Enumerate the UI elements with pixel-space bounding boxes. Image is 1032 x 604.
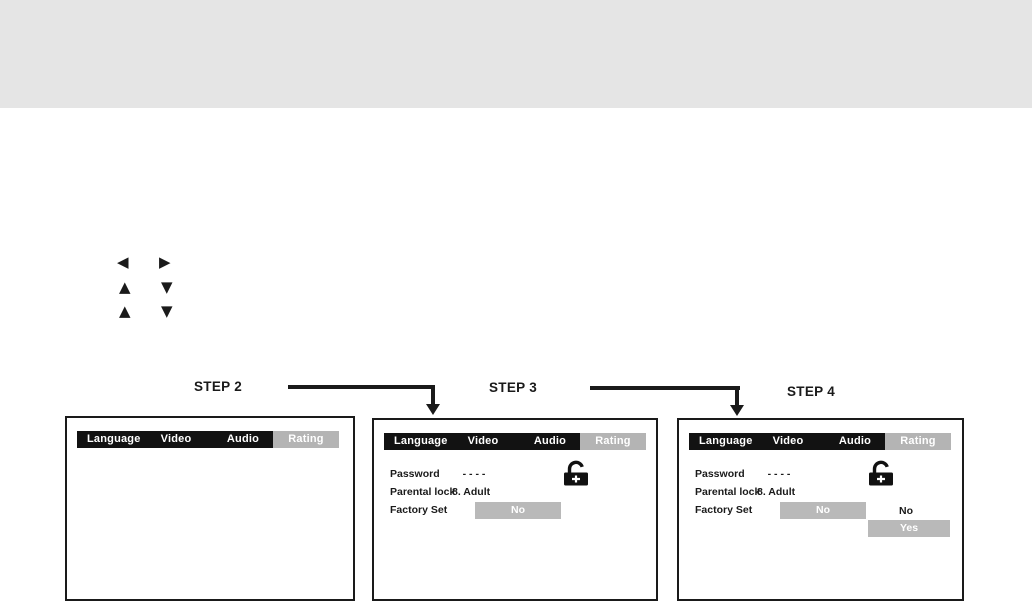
down-arrowhead-icon — [426, 404, 440, 415]
tab-audio[interactable]: Audio — [533, 435, 567, 447]
right-arrow-key-icon: ▶ — [159, 253, 171, 271]
osd-menubar — [689, 433, 951, 450]
connector-line — [735, 386, 739, 407]
up-arrow-key-icon: ▲ — [119, 278, 131, 296]
step2-osd-screen — [65, 416, 355, 601]
connector-line — [590, 386, 740, 390]
down-arrow-key-icon: ▼ — [161, 278, 173, 296]
parental-lock-value: 8. Adult — [757, 486, 796, 498]
parental-lock-value: 8. Adult — [452, 486, 491, 498]
step4-osd-screen — [677, 418, 964, 601]
step-3-label: STEP 3 — [489, 380, 538, 395]
connector-line — [288, 385, 435, 389]
factory-set-value-box[interactable]: No — [780, 502, 866, 519]
tab-audio[interactable]: Audio — [838, 435, 872, 447]
step-2-label: STEP 2 — [194, 379, 243, 394]
parental-lock-label: Parental lock — [390, 486, 456, 498]
unlocked-padlock-icon — [561, 460, 591, 487]
password-label: Password — [390, 468, 440, 480]
tab-video[interactable]: Video — [772, 435, 804, 447]
confirm-option-yes-box[interactable]: Yes — [868, 520, 950, 537]
tab-audio[interactable]: Audio — [226, 433, 260, 445]
tab-rating-active[interactable]: Rating — [580, 433, 646, 450]
step3-osd-screen — [372, 418, 658, 601]
tab-rating-active[interactable]: Rating — [885, 433, 951, 450]
step-4-label: STEP 4 — [787, 384, 836, 399]
password-value: - - - - — [462, 468, 486, 480]
tab-language[interactable]: Language — [394, 435, 448, 447]
password-value: - - - - — [767, 468, 791, 480]
down-arrowhead-icon — [730, 405, 744, 416]
password-label: Password — [695, 468, 745, 480]
factory-set-value-box[interactable]: No — [475, 502, 561, 519]
tab-language[interactable]: Language — [699, 435, 753, 447]
parental-lock-label: Parental lock — [695, 486, 761, 498]
connector-line — [431, 385, 435, 406]
osd-menubar — [384, 433, 646, 450]
factory-set-label: Factory Set — [695, 504, 753, 516]
osd-menubar — [77, 431, 339, 448]
tab-rating-active[interactable]: Rating — [273, 431, 339, 448]
tab-video[interactable]: Video — [467, 435, 499, 447]
up-arrow-key-icon: ▲ — [119, 302, 131, 320]
tab-language[interactable]: Language — [87, 433, 141, 445]
tab-video[interactable]: Video — [160, 433, 192, 445]
page-top-banner — [0, 0, 1032, 108]
left-arrow-key-icon: ◀ — [117, 253, 129, 271]
factory-set-label: Factory Set — [390, 504, 448, 516]
confirm-option-no[interactable]: No — [899, 505, 913, 517]
unlocked-padlock-icon — [866, 460, 896, 487]
down-arrow-key-icon: ▼ — [161, 302, 173, 320]
